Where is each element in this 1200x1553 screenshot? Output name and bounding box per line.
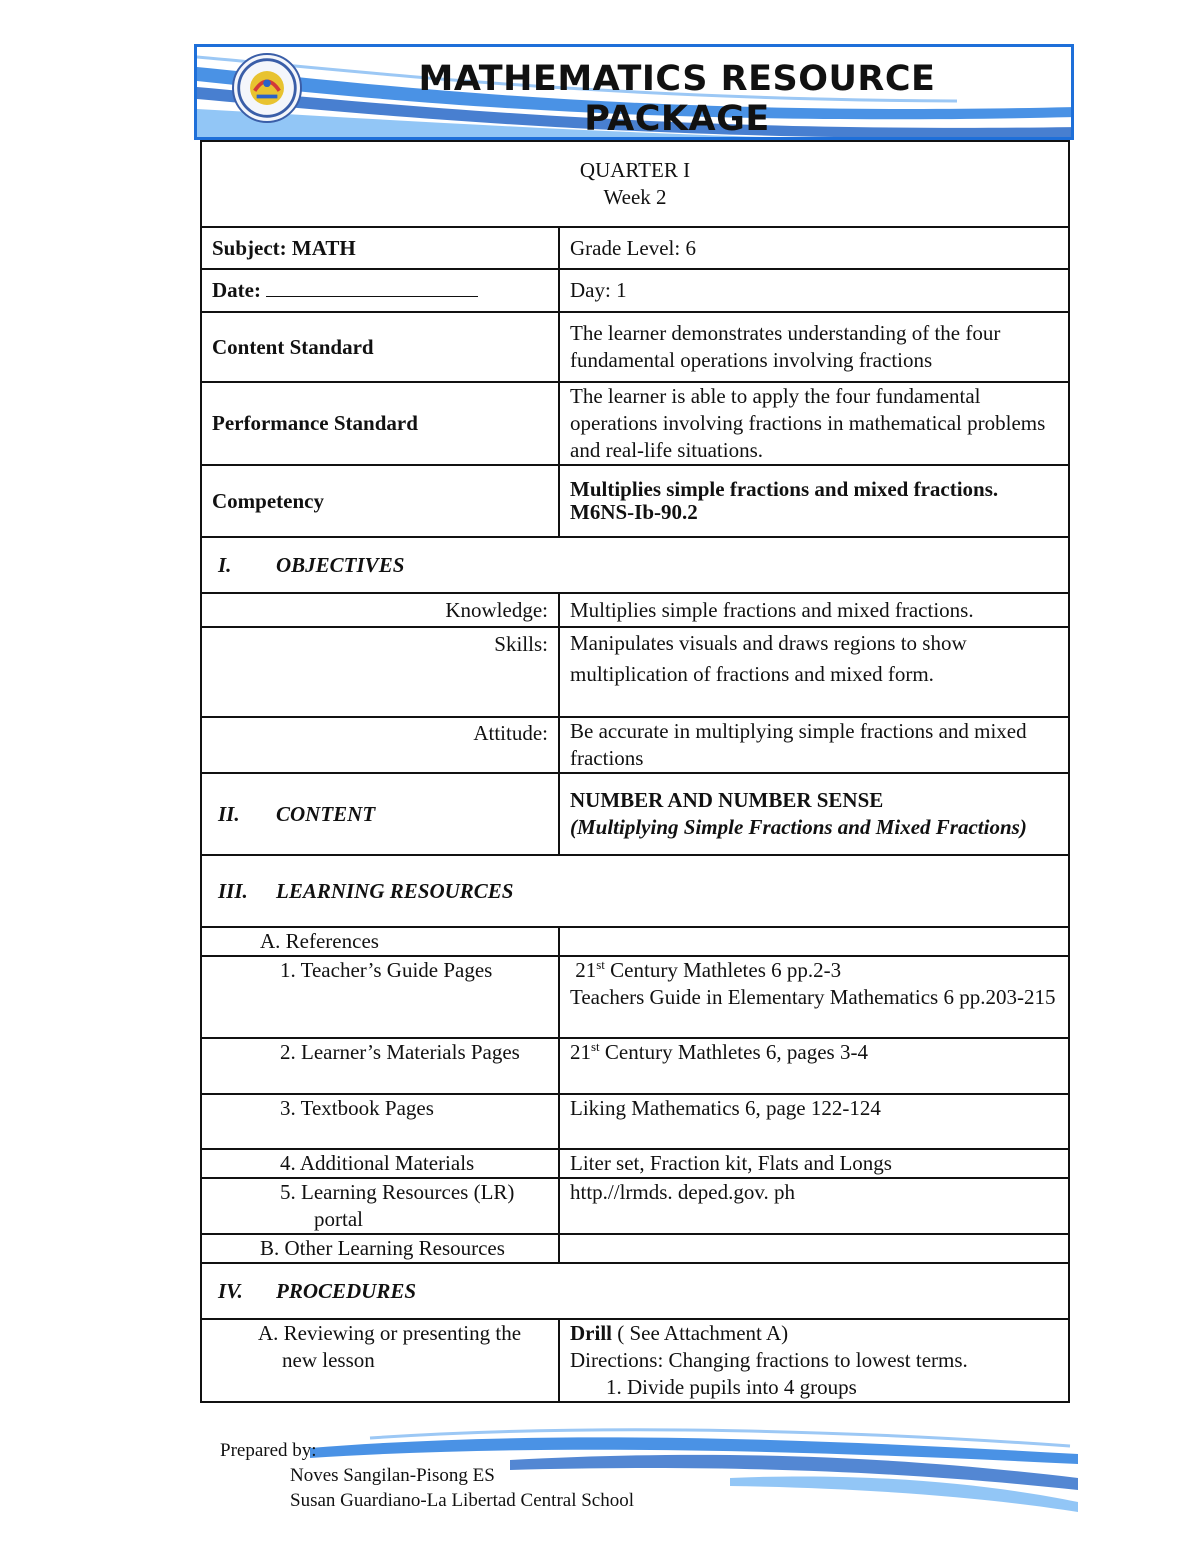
prepared-by-block: [220, 1438, 634, 1513]
textbook-ref: Liking Mathematics 6, page 122-124: [559, 1094, 1069, 1149]
content-standard-text: The learner demonstrates understanding of the four fundamental operations involving fractions: [559, 312, 1069, 382]
learners-materials-row: [201, 1038, 1069, 1094]
skills-row: [201, 627, 1069, 717]
competency-code: M6NS-Ib-90.2: [570, 500, 698, 524]
date-row: [201, 269, 1069, 312]
lr-portal-label: 5. Learning Resources (LR) portal: [201, 1178, 559, 1234]
teachers-guide-ref-1: 21st Century Mathletes 6 pp.2-3: [575, 957, 842, 982]
content-standard-label: Content Standard: [201, 312, 559, 382]
content-topic: NUMBER AND NUMBER SENSE: [570, 788, 884, 812]
day-cell: Day: 1: [559, 269, 1069, 312]
lr-portal-row: [201, 1178, 1069, 1234]
knowledge-label: Knowledge:: [201, 593, 559, 627]
knowledge-text: Multiplies simple fractions and mixed fractions.: [559, 593, 1069, 627]
lesson-plan-table: [200, 140, 1070, 1403]
attitude-label: Attitude:: [201, 717, 559, 773]
header-banner: [194, 44, 1074, 140]
lr-portal-link[interactable]: http.//lrmds. deped.gov. ph: [559, 1178, 1069, 1234]
textbook-row: [201, 1094, 1069, 1149]
textbook-label: 3. Textbook Pages: [201, 1094, 559, 1149]
step-1-line: 1. Divide pupils into 4 groups: [606, 1375, 857, 1399]
knowledge-row: [201, 593, 1069, 627]
additional-materials-row: [201, 1149, 1069, 1178]
drill-line: Drill ( See Attachment A): [570, 1321, 789, 1345]
quarter-label: QUARTER I: [579, 158, 691, 182]
quarter-row: [201, 141, 1069, 227]
week-label: Week 2: [603, 185, 667, 209]
learners-materials-ref: 21st Century Mathletes 6, pages 3-4: [559, 1038, 1069, 1094]
content-standard-row: [201, 312, 1069, 382]
references-row: [201, 927, 1069, 956]
additional-materials-text: Liter set, Fraction kit, Flats and Longs: [559, 1149, 1069, 1178]
competency-text: Multiplies simple fractions and mixed fractions.: [570, 477, 999, 501]
learners-materials-label: 2. Learner’s Materials Pages: [201, 1038, 559, 1094]
performance-standard-label: Performance Standard: [201, 382, 559, 465]
review-lesson-label: A. Reviewing or presenting the new lesson: [201, 1319, 559, 1402]
prepared-by-label: Prepared by:: [220, 1440, 317, 1461]
date-label: Date:: [212, 278, 261, 302]
page-title: MATHEMATICS RESOURCE PACKAGE: [418, 59, 936, 139]
additional-materials-label: 4. Additional Materials: [201, 1149, 559, 1178]
teachers-guide-label: 1. Teacher’s Guide Pages: [201, 956, 559, 1038]
content-row: [201, 773, 1069, 855]
date-blank-field[interactable]: [266, 278, 478, 297]
skills-text: Manipulates visuals and draws regions to show multiplication of fractions and mixed form.: [559, 627, 1069, 717]
resources-header-row: [201, 855, 1069, 927]
resources-heading: III. LEARNING RESOURCES: [201, 855, 1069, 927]
other-resources-label: B. Other Learning Resources: [201, 1234, 559, 1263]
skills-label: Skills:: [201, 627, 559, 717]
procedures-heading: IV. PROCEDURES: [201, 1263, 1069, 1319]
competency-row: [201, 465, 1069, 537]
procedures-header-row: [201, 1263, 1069, 1319]
subject-cell: Subject: MATH: [201, 227, 559, 269]
objectives-header-row: [201, 537, 1069, 593]
performance-standard-text: The learner is able to apply the four fundamental operations involving fractions in mathematical problems and real-life situations.: [559, 382, 1069, 465]
attitude-row: [201, 717, 1069, 773]
author-1: Noves Sangilan-Pisong ES: [290, 1465, 495, 1486]
performance-standard-row: [201, 382, 1069, 465]
references-label: A. References: [201, 927, 559, 956]
review-lesson-row: [201, 1319, 1069, 1402]
content-heading: II. CONTENT: [201, 773, 559, 855]
teachers-guide-ref-2: Teachers Guide in Elementary Mathematics 6 pp.203-215: [570, 985, 1056, 1009]
objectives-heading: I. OBJECTIVES: [201, 537, 1069, 593]
subject-row: [201, 227, 1069, 269]
author-2: Susan Guardiano-La Libertad Central School: [290, 1490, 635, 1511]
date-cell: [201, 269, 559, 312]
competency-label: Competency: [201, 465, 559, 537]
teachers-guide-row: [201, 956, 1069, 1038]
content-subtopic: (Multiplying Simple Fractions and Mixed Fractions): [570, 815, 1027, 839]
other-resources-row: [201, 1234, 1069, 1263]
deped-seal-icon: [232, 53, 302, 123]
grade-cell: Grade Level: 6: [559, 227, 1069, 269]
directions-line: Directions: Changing fractions to lowest terms.: [570, 1348, 968, 1372]
attitude-text: Be accurate in multiplying simple fractions and mixed fractions: [559, 717, 1069, 773]
